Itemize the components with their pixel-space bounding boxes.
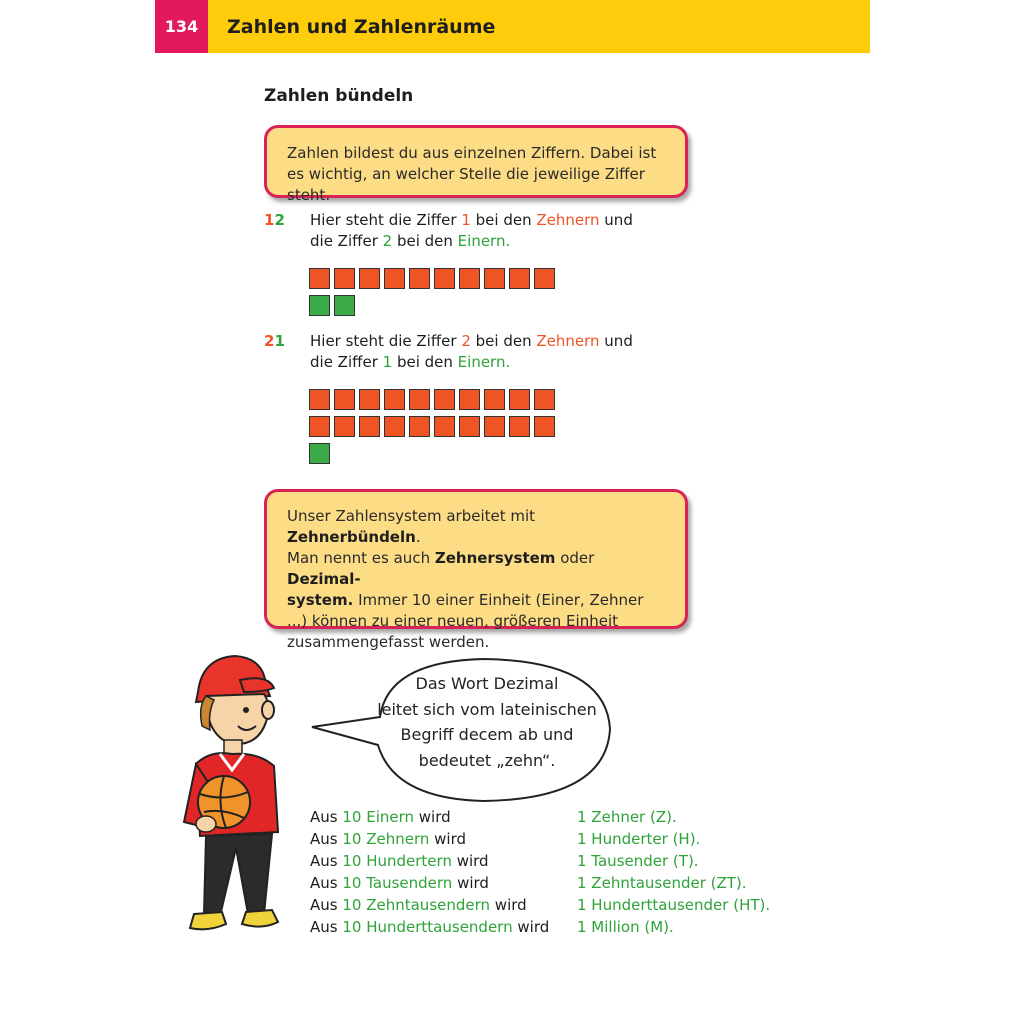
conversion-row bbox=[310, 916, 549, 938]
unit-term: 10 Einern bbox=[342, 808, 415, 826]
text-segment: Man nennt es auch bbox=[287, 549, 435, 567]
ones-term: Einern. bbox=[457, 232, 511, 250]
tens-block bbox=[409, 416, 430, 437]
tens-block bbox=[509, 416, 530, 437]
tens-block bbox=[459, 416, 480, 437]
info-line bbox=[287, 506, 665, 548]
ones-block bbox=[309, 295, 330, 316]
bold-term: Zehnerbündeln bbox=[287, 528, 416, 546]
tens-block bbox=[384, 268, 405, 289]
tens-block bbox=[309, 268, 330, 289]
boy-with-basketball-illustration bbox=[180, 652, 290, 942]
section-title: Zahlen bündeln bbox=[264, 86, 414, 106]
unit-term: 10 Hunderttausendern bbox=[342, 918, 513, 936]
ones-block-row bbox=[309, 443, 334, 464]
ones-digit-ref: 2 bbox=[382, 232, 393, 250]
ones-term: Einern. bbox=[457, 353, 511, 371]
tens-block bbox=[484, 268, 505, 289]
text-segment: Immer 10 einer Einheit (Einer, Zehner bbox=[353, 591, 644, 609]
speech-line: Begriff decem ab und bbox=[400, 725, 574, 744]
text-segment: wird bbox=[429, 830, 467, 848]
conversion-list bbox=[310, 806, 549, 938]
tens-block-row bbox=[309, 416, 559, 437]
tens-block bbox=[459, 268, 480, 289]
info-box-text: Zahlen bildest du aus einzelnen Ziffern. Dabei ist es wichtig, an welcher Stelle die jeweilige Ziffer steht. bbox=[287, 144, 657, 204]
info-box-digits bbox=[264, 125, 688, 204]
text-segment: Aus bbox=[310, 874, 343, 892]
text-segment: wird bbox=[414, 808, 451, 826]
text-segment: . bbox=[415, 528, 421, 546]
tens-block bbox=[384, 416, 405, 437]
conversion-row bbox=[310, 806, 549, 828]
tens-block bbox=[484, 389, 505, 410]
tens-block-row bbox=[309, 389, 559, 410]
conversion-result: 1 Zehntausender (ZT). bbox=[577, 874, 747, 892]
text-segment: Aus bbox=[310, 896, 343, 914]
info-line: zusammengefasst werden. bbox=[287, 633, 490, 651]
conversion-result: 1 Hunderter (H). bbox=[577, 830, 701, 848]
tens-block-row bbox=[309, 268, 559, 289]
text-segment: die Ziffer bbox=[310, 353, 383, 371]
tens-block bbox=[359, 416, 380, 437]
bold-term: system. bbox=[287, 591, 354, 609]
conversion-result: 1 Hunderttausender (HT). bbox=[577, 896, 771, 914]
tens-block bbox=[434, 268, 455, 289]
text-segment: Hier steht die Ziffer bbox=[310, 211, 462, 229]
example-number-12 bbox=[264, 211, 285, 229]
speech-line: leitet sich vom lateinischen bbox=[377, 699, 597, 719]
text-segment: und bbox=[599, 211, 633, 229]
speech-line: Das Wort Dezimal bbox=[415, 674, 559, 693]
description-line bbox=[310, 231, 633, 252]
conversion-result: 1 Zehner (Z). bbox=[577, 808, 677, 826]
tens-term: Zehnern bbox=[536, 211, 600, 229]
bold-term: Zehnersystem bbox=[434, 549, 556, 567]
text-segment: Aus bbox=[310, 852, 343, 870]
unit-term: 10 Zehnern bbox=[342, 830, 430, 848]
text-segment: und bbox=[599, 332, 633, 350]
tens-block bbox=[409, 268, 430, 289]
info-line bbox=[287, 548, 665, 590]
tens-block bbox=[359, 268, 380, 289]
example-description-21 bbox=[310, 331, 633, 373]
text-segment: wird bbox=[451, 852, 489, 870]
text-segment: bei den bbox=[392, 353, 458, 371]
tens-block bbox=[459, 389, 480, 410]
unit-term: 10 Hundertern bbox=[342, 852, 452, 870]
text-segment: bei den bbox=[392, 232, 458, 250]
tens-block bbox=[534, 389, 555, 410]
unit-term: 10 Tausendern bbox=[342, 874, 453, 892]
text-segment: Aus bbox=[310, 918, 343, 936]
tens-term: Zehnern bbox=[536, 332, 600, 350]
conversion-result: 1 Million (M). bbox=[577, 918, 674, 936]
tens-block bbox=[534, 416, 555, 437]
description-line bbox=[310, 352, 633, 373]
page-header bbox=[155, 0, 870, 53]
tens-digit-ref: 2 bbox=[461, 332, 471, 350]
text-segment: bei den bbox=[470, 211, 537, 229]
ones-block bbox=[309, 443, 330, 464]
conversion-results bbox=[577, 806, 770, 938]
text-segment: wird bbox=[452, 874, 489, 892]
info-line: ...) können zu einer neuen, größeren Einheit bbox=[287, 612, 618, 630]
description-line bbox=[310, 210, 633, 231]
speech-bubble-text bbox=[372, 671, 602, 773]
bold-term: Dezimal- bbox=[287, 570, 361, 588]
description-line bbox=[310, 331, 633, 352]
info-line bbox=[287, 590, 665, 611]
conversion-row bbox=[310, 850, 549, 872]
info-box-decimal-system bbox=[264, 489, 688, 651]
conversion-result: 1 Tausender (T). bbox=[577, 852, 699, 870]
example-number-21 bbox=[264, 332, 285, 350]
tens-block bbox=[434, 389, 455, 410]
tens-digit: 2 bbox=[264, 332, 275, 350]
text-segment: die Ziffer bbox=[310, 232, 383, 250]
text-segment: Aus bbox=[310, 808, 343, 826]
text-segment: oder bbox=[555, 549, 595, 567]
tens-block bbox=[484, 416, 505, 437]
tens-block bbox=[309, 389, 330, 410]
page-number: 134 bbox=[155, 0, 208, 53]
conversion-row bbox=[310, 872, 549, 894]
tens-block bbox=[384, 389, 405, 410]
conversion-row bbox=[310, 894, 549, 916]
text-segment: Hier steht die Ziffer bbox=[310, 332, 462, 350]
ones-digit-ref: 1 bbox=[382, 353, 393, 371]
conversion-row bbox=[310, 828, 549, 850]
text-segment: wird bbox=[490, 896, 527, 914]
tens-block bbox=[409, 389, 430, 410]
tens-block bbox=[359, 389, 380, 410]
tens-block bbox=[334, 389, 355, 410]
tens-block bbox=[509, 389, 530, 410]
ones-block-row bbox=[309, 295, 359, 316]
tens-block bbox=[334, 416, 355, 437]
speech-line: bedeutet „zehn“. bbox=[418, 750, 556, 770]
tens-block bbox=[334, 268, 355, 289]
chapter-title: Zahlen und Zahlenräume bbox=[227, 16, 496, 38]
tens-block bbox=[309, 416, 330, 437]
ones-block bbox=[334, 295, 355, 316]
text-segment: Aus bbox=[310, 830, 343, 848]
example-description-12 bbox=[310, 210, 633, 252]
ones-digit: 2 bbox=[274, 211, 285, 229]
tens-block bbox=[509, 268, 530, 289]
text-segment: wird bbox=[512, 918, 550, 936]
tens-digit: 1 bbox=[264, 211, 275, 229]
tens-digit-ref: 1 bbox=[461, 211, 471, 229]
text-segment: bei den bbox=[470, 332, 537, 350]
unit-term: 10 Zehntausendern bbox=[342, 896, 491, 914]
tens-block bbox=[434, 416, 455, 437]
ones-digit: 1 bbox=[274, 332, 285, 350]
tens-block bbox=[534, 268, 555, 289]
text-segment: Unser Zahlensystem arbeitet mit bbox=[287, 507, 536, 525]
